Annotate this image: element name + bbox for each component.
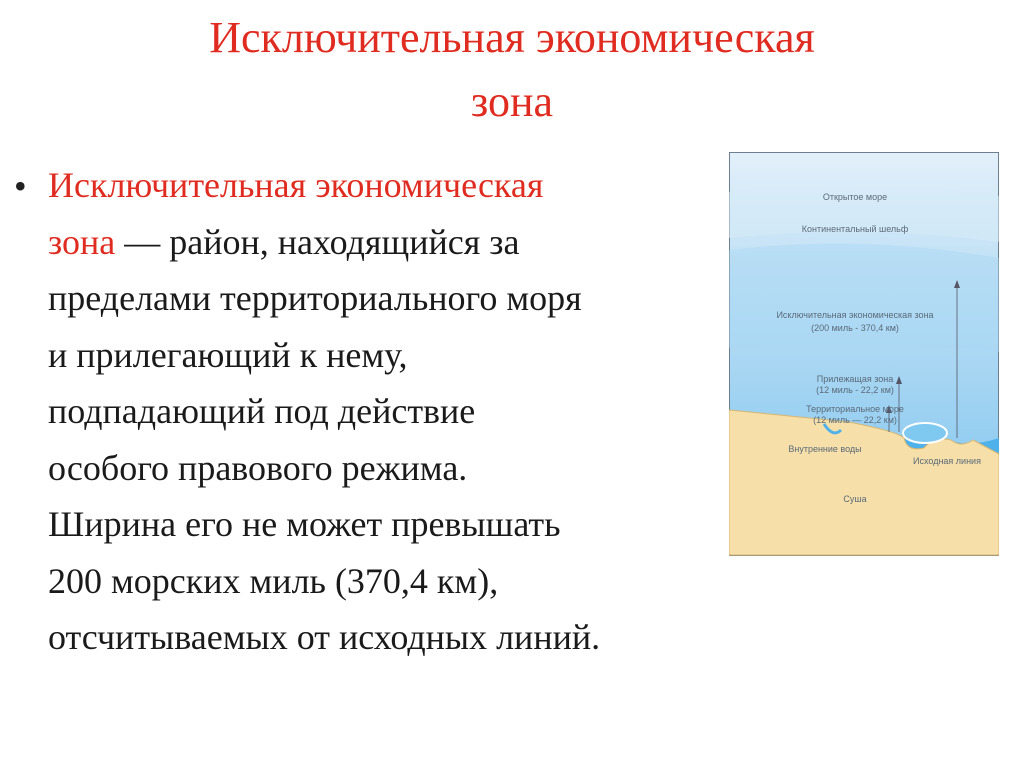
bullet-line-4: и прилегающий к нему, [48,334,408,375]
bullet-marker: • [14,166,27,206]
bullet-line-5: подпадающий под действие [48,391,476,431]
bullet-item [14,157,734,666]
bullet-line-6: особого правового режима. [48,447,468,488]
island [903,423,947,443]
label-territorial-1: Территориальное море [806,404,904,414]
label-eez-2: (200 миль - 370,4 км) [811,323,899,333]
label-baseline: Исходная линия [913,456,981,466]
bullet-line-2 [48,214,734,271]
bullet-line-8: 200 морских миль (370,4 км), [48,560,499,601]
label-open-sea: Открытое море [822,192,888,202]
bullet-line-3: пределами территориального моря [48,278,582,318]
slide-title [0,6,1024,134]
label-internal-waters: Внутренние воды [788,444,862,454]
label-contiguous-1: Прилежащая зона [816,374,894,384]
maritime-zones-diagram [729,152,999,556]
bullet-term-line-2: зона [48,221,116,262]
label-land: Суша [843,494,867,504]
bullet-text [48,157,734,666]
bullet-term-line-1: Исключительная экономическая [48,165,544,205]
maritime-zones-svg [729,152,999,556]
bullet-definition-start: — район, находящийся за [115,221,520,262]
title-line-1: Исключительная экономическая [209,13,815,62]
title-line-2: зона [470,77,554,126]
label-continental-shelf: Континентальный шельф [801,224,909,234]
label-eez-1: Исключительная экономическая зона [776,310,934,320]
bullet-line-7: Ширина его не может превышать [48,504,561,544]
bullet-line-9: отсчитываемых от исходных линий. [48,617,601,657]
label-contiguous-2: (12 миль - 22,2 км) [816,385,894,395]
shelf-band [729,244,999,352]
label-territorial-2: (12 миль — 22,2 км) [813,415,897,425]
